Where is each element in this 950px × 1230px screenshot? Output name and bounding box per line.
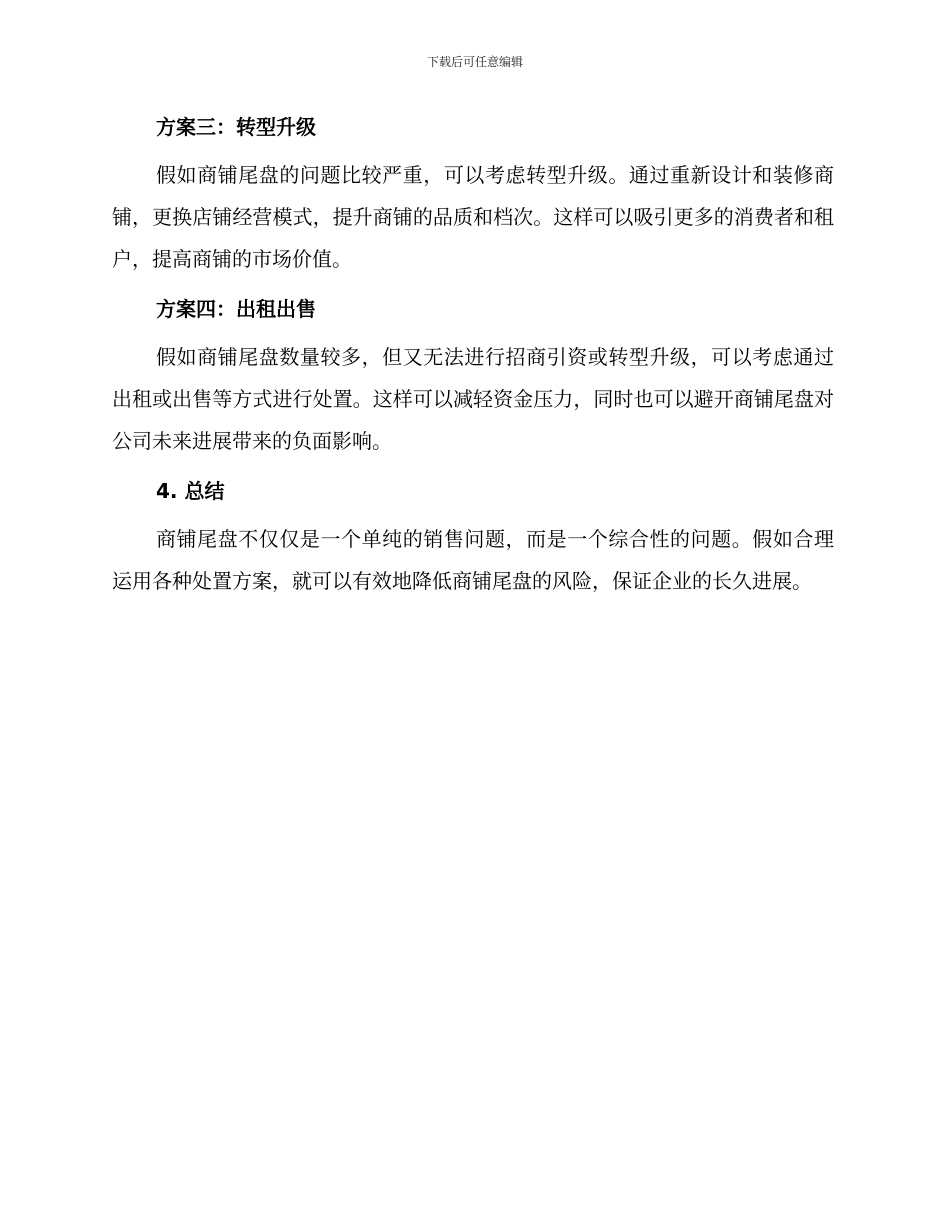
section-heading-plan-three: 方案三：转型升级 [156,115,316,139]
section-paragraph-summary: 商铺尾盘不仅仅是一个单纯的销售问题，而是一个综合性的问题。假如合理运用各种处置方案，就可以有效地降低商铺尾盘的风险，保证企业的长久进展。 [112,527,834,593]
section-heading-summary: 4. 总结 [156,479,225,503]
section-heading-plan-four: 方案四：出租出售 [156,297,316,321]
document-body [112,110,834,614]
page-header: 下载后可任意编辑 [426,55,523,69]
section-paragraph-plan-three: 假如商铺尾盘的问题比较严重，可以考虑转型升级。通过重新设计和装修商铺，更换店铺经营模式，提升商铺的品质和档次。这样可以吸引更多的消费者和租户，提高商铺的市场价值。 [112,163,834,271]
section-paragraph-plan-four: 假如商铺尾盘数量较多，但又无法进行招商引资或转型升级，可以考虑通过出租或出售等方式进行处置。这样可以减轻资金压力，同时也可以避开商铺尾盘对公司未来进展带来的负面影响。 [112,345,834,453]
